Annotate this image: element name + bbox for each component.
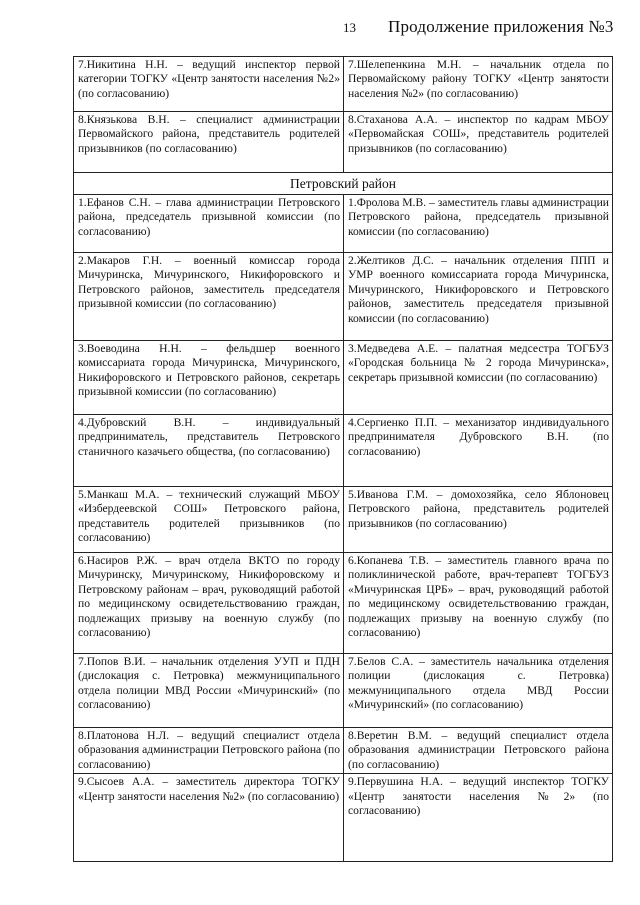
page-number: 13 xyxy=(343,20,356,35)
table-row xyxy=(74,253,613,341)
table-cell-right: 6.Копанева Т.В. – заместитель главного врача по поликлинической работе, врач-терапевт ТОГБУЗ «Мичуринская ЦРБ» – врач, руководящий работой по медицинскому освидетельствованию граждан, подлежащих призыву на военную службу (по согласованию) xyxy=(344,553,613,654)
table-row xyxy=(74,553,613,654)
table-cell-left: 7.Попов В.И. – начальник отделения УУП и ПДН (дислокация с. Петровка) межмуниципального отдела полиции МВД России «Мичуринский» (по согласованию) xyxy=(74,654,344,728)
table-row xyxy=(74,112,613,173)
table-cell-right: 1.Фролова М.В. – заместитель главы администрации Петровского района, председатель призывной комиссии (по согласованию) xyxy=(344,195,613,253)
section-row xyxy=(74,173,613,195)
table-cell-right: 4.Сергиенко П.П. – механизатор индивидуального предпринимателя Дубровского В.Н. (по согласованию) xyxy=(344,415,613,487)
table-cell-right: 7.Шелепенкина М.Н. – начальник отдела по Первомайскому району ТОГКУ «Центр занятости населения №2» (по согласованию) xyxy=(344,57,613,112)
table-cell-right: 8.Веретин В.М. – ведущий специалист отдела образования администрации Петровского района (по согласованию) xyxy=(344,728,613,774)
table-cell-left: 5.Манкаш М.А. – технический служащий МБОУ «Избердеевской СОШ» Петровского района, представитель родителей призывников (по согласованию) xyxy=(74,487,344,553)
table-row xyxy=(74,487,613,553)
table-cell-left: 7.Никитина Н.Н. – ведущий инспектор первой категории ТОГКУ «Центр занятости населения №2» (по согласованию) xyxy=(74,57,344,112)
table-cell-left: 1.Ефанов С.Н. – глава администрации Петровского района, председатель призывной комиссии (по согласованию) xyxy=(74,195,344,253)
page-header-title: Продолжение приложения №3 xyxy=(388,17,614,36)
table-cell-left: 2.Макаров Г.Н. – военный комиссар города Мичуринска, Мичуринского, Никифоровского и Петровского районов, заместитель председателя призывной комиссии (по согласованию) xyxy=(74,253,344,341)
table-cell-right: 7.Белов С.А. – заместитель начальника отделения полиции (дислокация с. Петровка) межмуниципального отдела МВД России «Мичуринский» (по согласованию) xyxy=(344,654,613,728)
table-cell-left: 3.Воеводина Н.Н. – фельдшер военного комиссариата города Мичуринска, Мичуринского, Никифоровского и Петровского районов, секретарь призывной комиссии (по согласованию) xyxy=(74,341,344,415)
table-cell-right: 8.Стаханова А.А. – инспектор по кадрам МБОУ «Первомайская СОШ», представитель родителей призывников (по согласованию) xyxy=(344,112,613,173)
table-row xyxy=(74,654,613,728)
table-row xyxy=(74,341,613,415)
table-cell-right: 2.Желтиков Д.С. – начальник отделения ППП и УМР военного комиссариата города Мичуринска, Мичуринского, Никифоровского и Петровского районов, заместитель председателя призывной комиссии (по согласованию) xyxy=(344,253,613,341)
table-row xyxy=(74,728,613,774)
table-cell-right: 5.Иванова Г.М. – домохозяйка, село Яблоновец Петровского района, представитель родителей призывников (по согласованию) xyxy=(344,487,613,553)
commission-table xyxy=(73,56,613,862)
table-cell-left: 8.Князькова В.Н. – специалист администрации Первомайского района, представитель родителей призывников (по согласованию) xyxy=(74,112,344,173)
section-title: Петровский район xyxy=(74,173,613,195)
table-cell-left: 8.Платонова Н.Л. – ведущий специалист отдела образования администрации Петровского района (по согласованию) xyxy=(74,728,344,774)
table-row xyxy=(74,415,613,487)
table-cell-right: 3.Медведева А.Е. – палатная медсестра ТОГБУЗ «Городская больница № 2 города Мичуринска», секретарь призывной комиссии (по согласованию) xyxy=(344,341,613,415)
table-row xyxy=(74,195,613,253)
table-cell-left: 9.Сысоев А.А. – заместитель директора ТОГКУ «Центр занятости населения №2» (по согласованию) xyxy=(74,774,344,862)
table-row xyxy=(74,774,613,862)
table-row xyxy=(74,57,613,112)
table-cell-left: 4.Дубровский В.Н. – индивидуальный предприниматель, представитель Петровского станичного казачьего общества, (по согласованию) xyxy=(74,415,344,487)
table-cell-right: 9.Первушина Н.А. – ведущий инспектор ТОГКУ «Центр занятости населения №2» (по согласованию) xyxy=(344,774,613,862)
table-cell-left: 6.Насиров Р.Ж. – врач отдела ВКТО по городу Мичуринску, Мичуринскому, Никифоровскому и Петровскому районам – врач, руководящий работой по медицинскому освидетельствованию граждан, подлежащих призыву на военную службу (по согласованию) xyxy=(74,553,344,654)
